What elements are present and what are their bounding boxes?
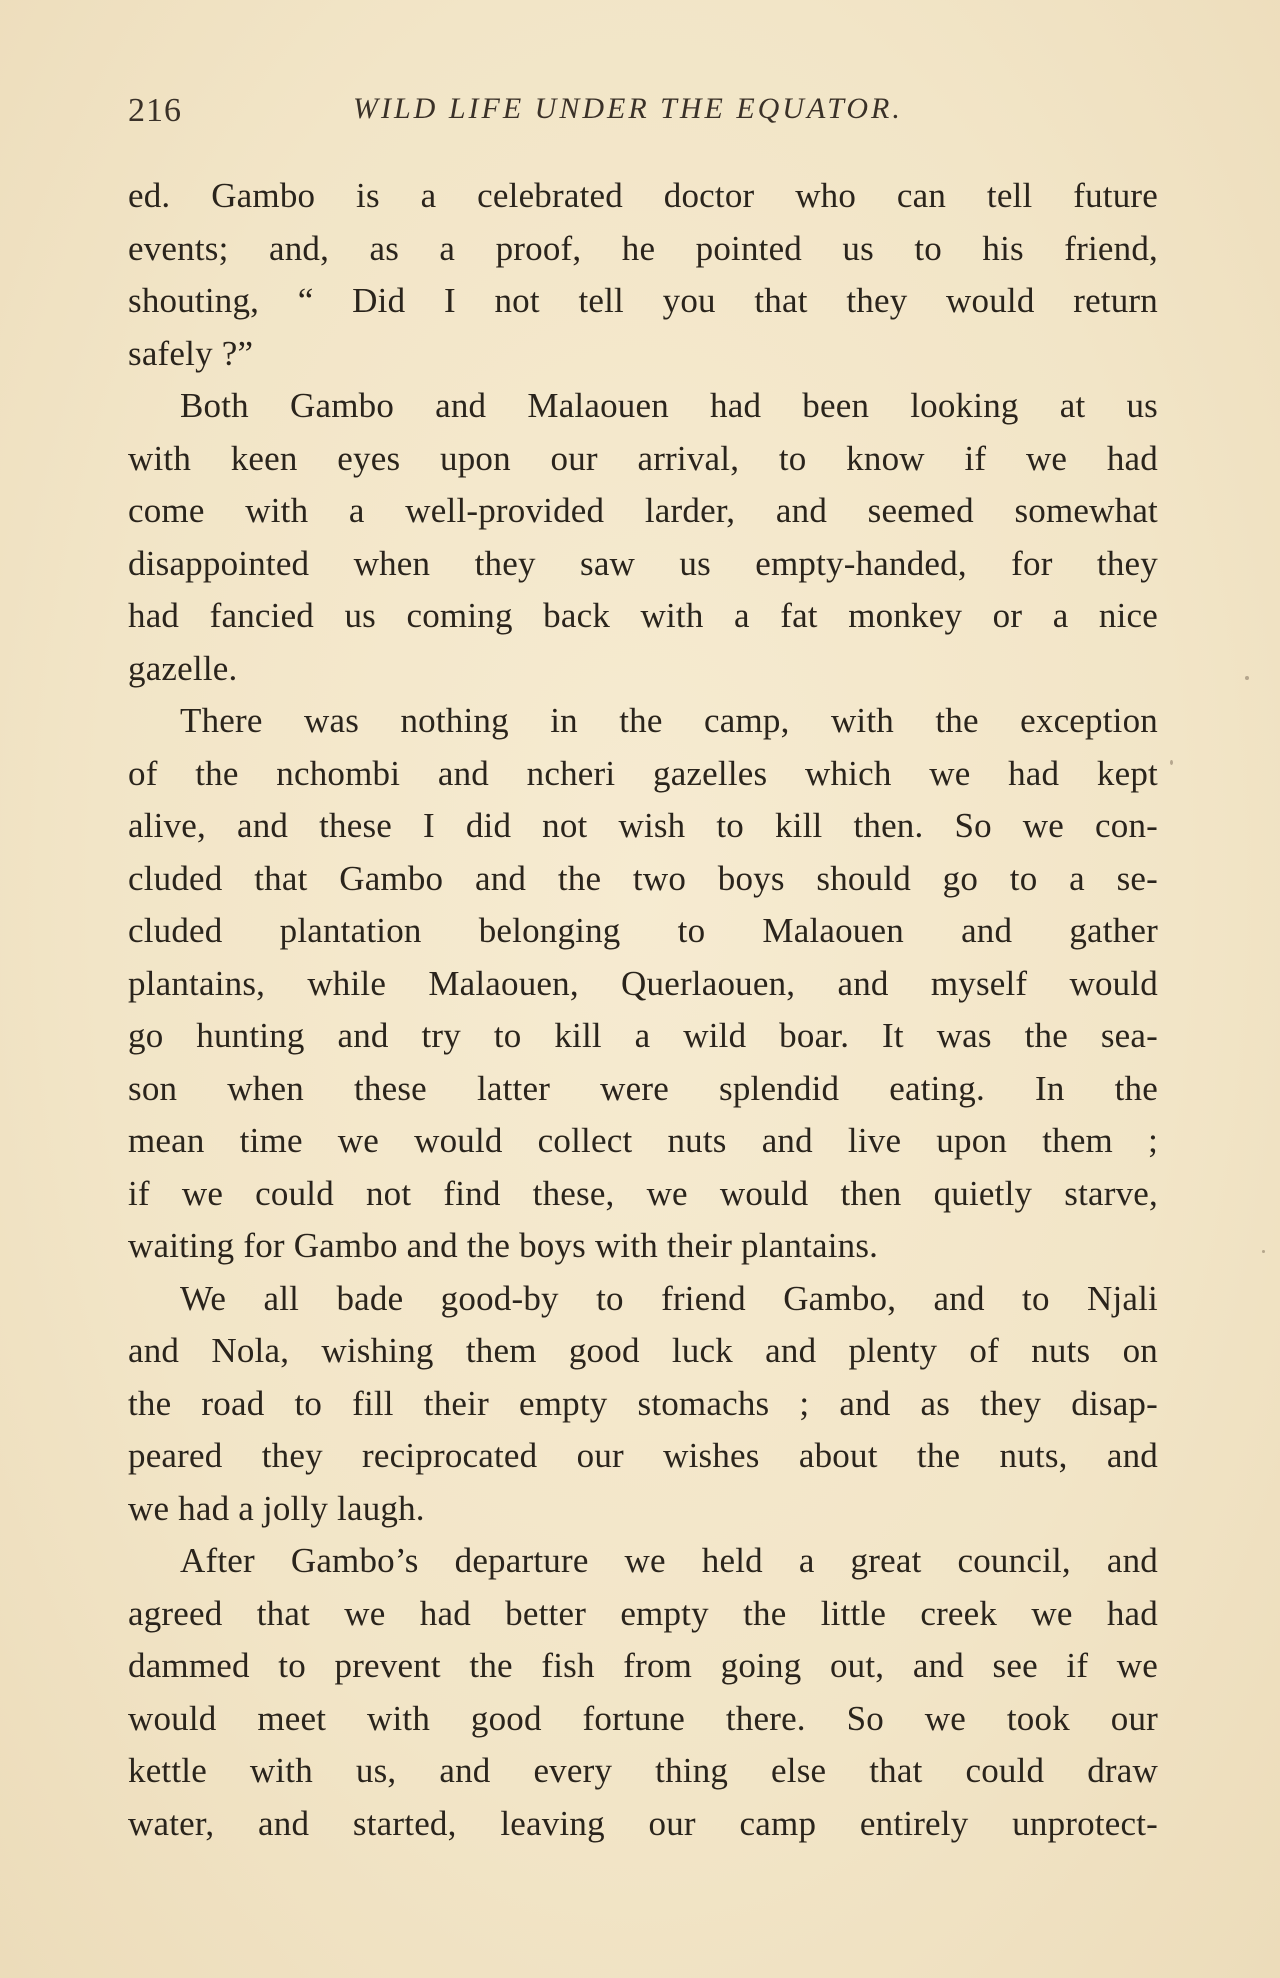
text-line: gazelle. — [128, 648, 238, 688]
text-line: and Nola, wishing them good luck and plenty of nuts on — [128, 1331, 1158, 1370]
text-line: we had a jolly laugh. — [128, 1488, 425, 1528]
paper-speck — [1170, 760, 1173, 765]
text-line: cluded that Gambo and the two boys should go to a se- — [128, 858, 1158, 898]
text-line: dammed to prevent the fish from going out, and see if we — [128, 1646, 1158, 1685]
running-title: WILD LIFE UNDER THE EQUATOR. — [353, 92, 903, 125]
text-line: if we could not find these, we would then quietly starve, — [128, 1173, 1158, 1213]
text-line: peared they reciprocated our wishes about the nuts, and — [128, 1436, 1158, 1475]
paper-speck — [1262, 1250, 1265, 1253]
text-line: Both Gambo and Malaouen had been looking at us — [180, 386, 1158, 425]
text-line: events; and, as a proof, he pointed us to his friend, — [128, 228, 1158, 268]
text-line: After Gambo’s departure we held a great council, and — [180, 1541, 1158, 1580]
text-line: of the nchombi and ncheri gazelles which we had kept — [128, 753, 1158, 793]
text-line: kettle with us, and every thing else that could draw — [128, 1751, 1158, 1790]
text-line: alive, and these I did not wish to kill then. So we con- — [128, 806, 1158, 845]
text-line: We all bade good-by to friend Gambo, and to Njali — [180, 1278, 1158, 1318]
text-line: shouting, “ Did I not tell you that they would return — [128, 281, 1158, 320]
text-line: There was nothing in the camp, with the exception — [180, 701, 1158, 740]
text-line: cluded plantation belonging to Malaouen and gather — [128, 911, 1158, 950]
text-line: ed. Gambo is a celebrated doctor who can tell future — [128, 176, 1158, 215]
text-line: agreed that we had better empty the little creek we had — [128, 1593, 1158, 1633]
text-line: waiting for Gambo and the boys with their plantains. — [128, 1226, 879, 1265]
running-head — [128, 92, 1158, 132]
text-line: go hunting and try to kill a wild boar. It was the sea- — [128, 1016, 1158, 1055]
body-text — [128, 170, 1158, 1850]
paper-speck — [1245, 676, 1249, 680]
text-line: mean time we would collect nuts and live upon them ; — [128, 1121, 1158, 1160]
text-line: with keen eyes upon our arrival, to know if we had — [128, 438, 1158, 478]
text-line: son when these latter were splendid eating. In the — [128, 1068, 1158, 1108]
text-line: come with a well-provided larder, and seemed somewhat — [128, 491, 1158, 530]
text-line: water, and started, leaving our camp entirely unprotect- — [128, 1803, 1158, 1843]
text-line: safely ?” — [128, 333, 254, 373]
text-line: had fancied us coming back with a fat monkey or a nice — [128, 596, 1158, 635]
text-line: would meet with good fortune there. So we took our — [128, 1698, 1158, 1738]
text-line: plantains, while Malaouen, Querlaouen, and myself would — [128, 963, 1158, 1003]
text-line: the road to fill their empty stomachs ; and as they disap- — [128, 1383, 1158, 1423]
page-number: 216 — [128, 92, 182, 129]
text-line: disappointed when they saw us empty-handed, for they — [128, 543, 1158, 583]
